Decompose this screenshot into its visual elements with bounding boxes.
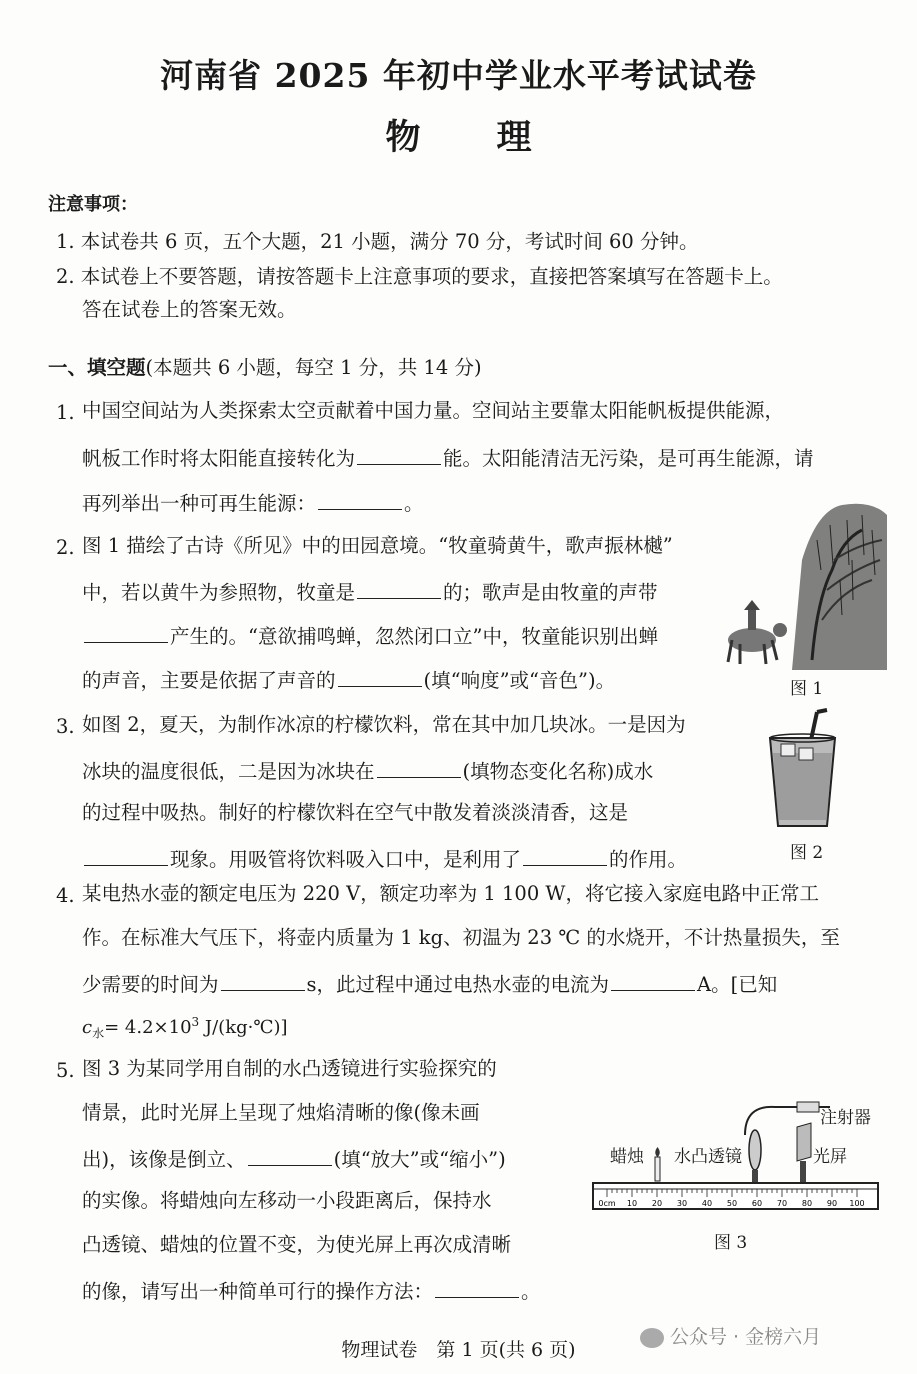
notice-item-2: 2. 本试卷上不要答题，请按答题卡上注意事项的要求，直接把答案填写在答题卡上。 [56, 265, 783, 288]
q3-text: (填物态变化名称)成水 [462, 760, 654, 783]
formula-value: = 4.2×10 [104, 1017, 192, 1038]
q3-line-2 [82, 759, 653, 782]
q4-line-1: 某电热水壶的额定电压为 220 V，额定功率为 1 100 W，将它接入家庭电路中正常工 [82, 882, 819, 905]
answer-blank [221, 972, 305, 991]
watermark [640, 1322, 821, 1349]
answer-blank [318, 491, 402, 510]
ruler-tick-label: 90 [826, 1199, 838, 1208]
q5-line-1: 图 3 为某同学用自制的水凸透镜进行实验探究的 [82, 1057, 497, 1080]
ruler-tick-label: 40 [701, 1199, 713, 1208]
answer-blank [338, 668, 422, 687]
q1-line-3 [82, 491, 424, 514]
answer-blank [357, 446, 441, 465]
q5-line-5: 凸透镜、蜡烛的位置不变，为使光屏上再次成清晰 [82, 1233, 512, 1256]
ruler-tick-label: 100 [849, 1199, 865, 1208]
q2-line-3 [82, 624, 658, 647]
watermark-text: 公众号 · 金榜六月 [670, 1326, 822, 1348]
label-syringe: 注射器 [820, 1108, 871, 1128]
q3-text: 现象。用吸管将饮料吸入口中，是利用了 [170, 848, 522, 871]
wechat-icon [640, 1328, 664, 1348]
ruler-tick-label: 10 [626, 1199, 638, 1208]
q2-text: 产生的。“意欲捕鸣蝉，忽然闭口立”中，牧童能识别出蝉 [170, 625, 658, 648]
answer-blank [377, 759, 461, 778]
formula-unit: J/(kg·℃)] [199, 1017, 288, 1038]
q4-text: s，此过程中通过电热水壶的电流为 [306, 973, 610, 996]
answer-blank [357, 580, 441, 599]
q2-text: (填“响度”或“音色”)。 [423, 669, 616, 692]
q2-number: 2. [56, 536, 75, 559]
q1-text: 能。太阳能清洁无污染，是可再生能源，请 [443, 447, 814, 470]
q4-number: 4. [56, 884, 75, 907]
answer-blank [611, 972, 695, 991]
formula-exponent: 3 [191, 1015, 200, 1029]
notice-item-2-cont: 答在试卷上的答案无效。 [82, 298, 297, 321]
q4-line-2: 作。在标准大气压下，将壶内质量为 1 kg、初温为 23 ℃ 的水烧开，不计热量损失，至 [82, 926, 840, 949]
answer-blank [435, 1279, 519, 1298]
q2-text: 的声音，主要是依据了声音的 [82, 669, 336, 692]
figure-3-caption: 图 3 [714, 1233, 748, 1253]
answer-blank [523, 847, 607, 866]
q3-number: 3. [56, 715, 75, 738]
ruler-tick-label: 80 [801, 1199, 813, 1208]
subject-char-1: 物 [385, 117, 421, 158]
figure-2-glass-illustration [765, 708, 840, 833]
q1-line-1: 中国空间站为人类探索太空贡献着中国力量。空间站主要靠太阳能帆板提供能源， [82, 399, 785, 422]
q2-line-2 [82, 580, 658, 603]
answer-blank [84, 624, 168, 643]
subject-char-2: 理 [496, 117, 532, 158]
formula-symbol: c [82, 1017, 93, 1038]
q3-text: 冰块的温度很低，二是因为冰块在 [82, 760, 375, 783]
q4-text: 少需要的时间为 [82, 973, 219, 996]
q1-text: 再列举出一种可再生能源： [82, 492, 317, 515]
subject-title [0, 110, 917, 160]
q3-line-4 [82, 847, 687, 870]
q2-text: 的；歌声是由牧童的声带 [443, 581, 658, 604]
q1-number: 1. [56, 401, 75, 424]
q5-text: (填“放大”或“缩小”) [333, 1148, 506, 1171]
q5-line-4: 的实像。将蜡烛向左移动一小段距离后，保持水 [82, 1189, 492, 1212]
ruler-tick-label: 30 [676, 1199, 688, 1208]
answer-blank [248, 1147, 332, 1166]
q5-text: 出)，该像是倒立、 [82, 1148, 246, 1171]
formula-subscript: 水 [92, 1026, 105, 1041]
label-screen: 光屏 [813, 1147, 847, 1167]
section-heading [48, 358, 482, 378]
q1-text: 帆板工作时将太阳能直接转化为 [82, 447, 356, 470]
q1-text: 。 [404, 492, 424, 515]
q4-line-4 [82, 1016, 288, 1040]
section-title: 一、填空题 [48, 356, 146, 379]
q4-text: A。[已知 [697, 973, 778, 996]
q4-line-3 [82, 972, 777, 995]
q5-line-2: 情景，此时光屏上呈现了烛焰清晰的像(像未画 [82, 1101, 480, 1124]
q5-text: 的像，请写出一种简单可行的操作方法： [82, 1280, 434, 1303]
ruler-tick-label: 50 [726, 1199, 738, 1208]
answer-blank [84, 847, 168, 866]
page-footer: 物理试卷 第 1 页(共 6 页) [341, 1339, 576, 1361]
q5-text: 。 [521, 1280, 541, 1303]
q2-line-1: 图 1 描绘了古诗《所见》中的田园意境。“牧童骑黄牛，歌声振林樾” [82, 534, 673, 557]
notice-heading: 注意事项： [48, 194, 138, 215]
q2-text: 中，若以黄牛为参照物，牧童是 [82, 581, 356, 604]
q5-line-3 [82, 1147, 506, 1170]
section-note: (本题共 6 小题，每空 1 分，共 14 分) [145, 356, 482, 379]
figure-2-caption: 图 2 [790, 843, 824, 863]
q5-number: 5. [56, 1059, 75, 1082]
exam-title: 河南省 2025 年初中学业水平考试试卷 [160, 56, 757, 95]
label-water-lens: 水凸透镜 [674, 1147, 742, 1167]
ruler-tick-label: 20 [651, 1199, 663, 1208]
ruler-tick-label: 60 [751, 1199, 763, 1208]
q5-line-6 [82, 1279, 541, 1302]
notice-item-1: 1. 本试卷共 6 页，五个大题，21 小题，满分 70 分，考试时间 60 分钟。 [56, 230, 699, 253]
q3-line-3: 的过程中吸热。制好的柠檬饮料在空气中散发着淡淡清香，这是 [82, 801, 629, 824]
figure-1-caption: 图 1 [790, 679, 824, 699]
ruler-tick-label: 70 [776, 1199, 788, 1208]
q3-line-1: 如图 2，夏天，为制作冰凉的柠檬饮料，常在其中加几块冰。一是因为 [82, 713, 686, 736]
q3-text: 的作用。 [609, 848, 688, 871]
ruler-tick-label: 0cm [598, 1199, 616, 1208]
q1-line-2 [82, 446, 814, 469]
q2-line-4 [82, 668, 615, 691]
figure-1-illustration [722, 500, 887, 670]
label-candle: 蜡烛 [610, 1147, 644, 1167]
